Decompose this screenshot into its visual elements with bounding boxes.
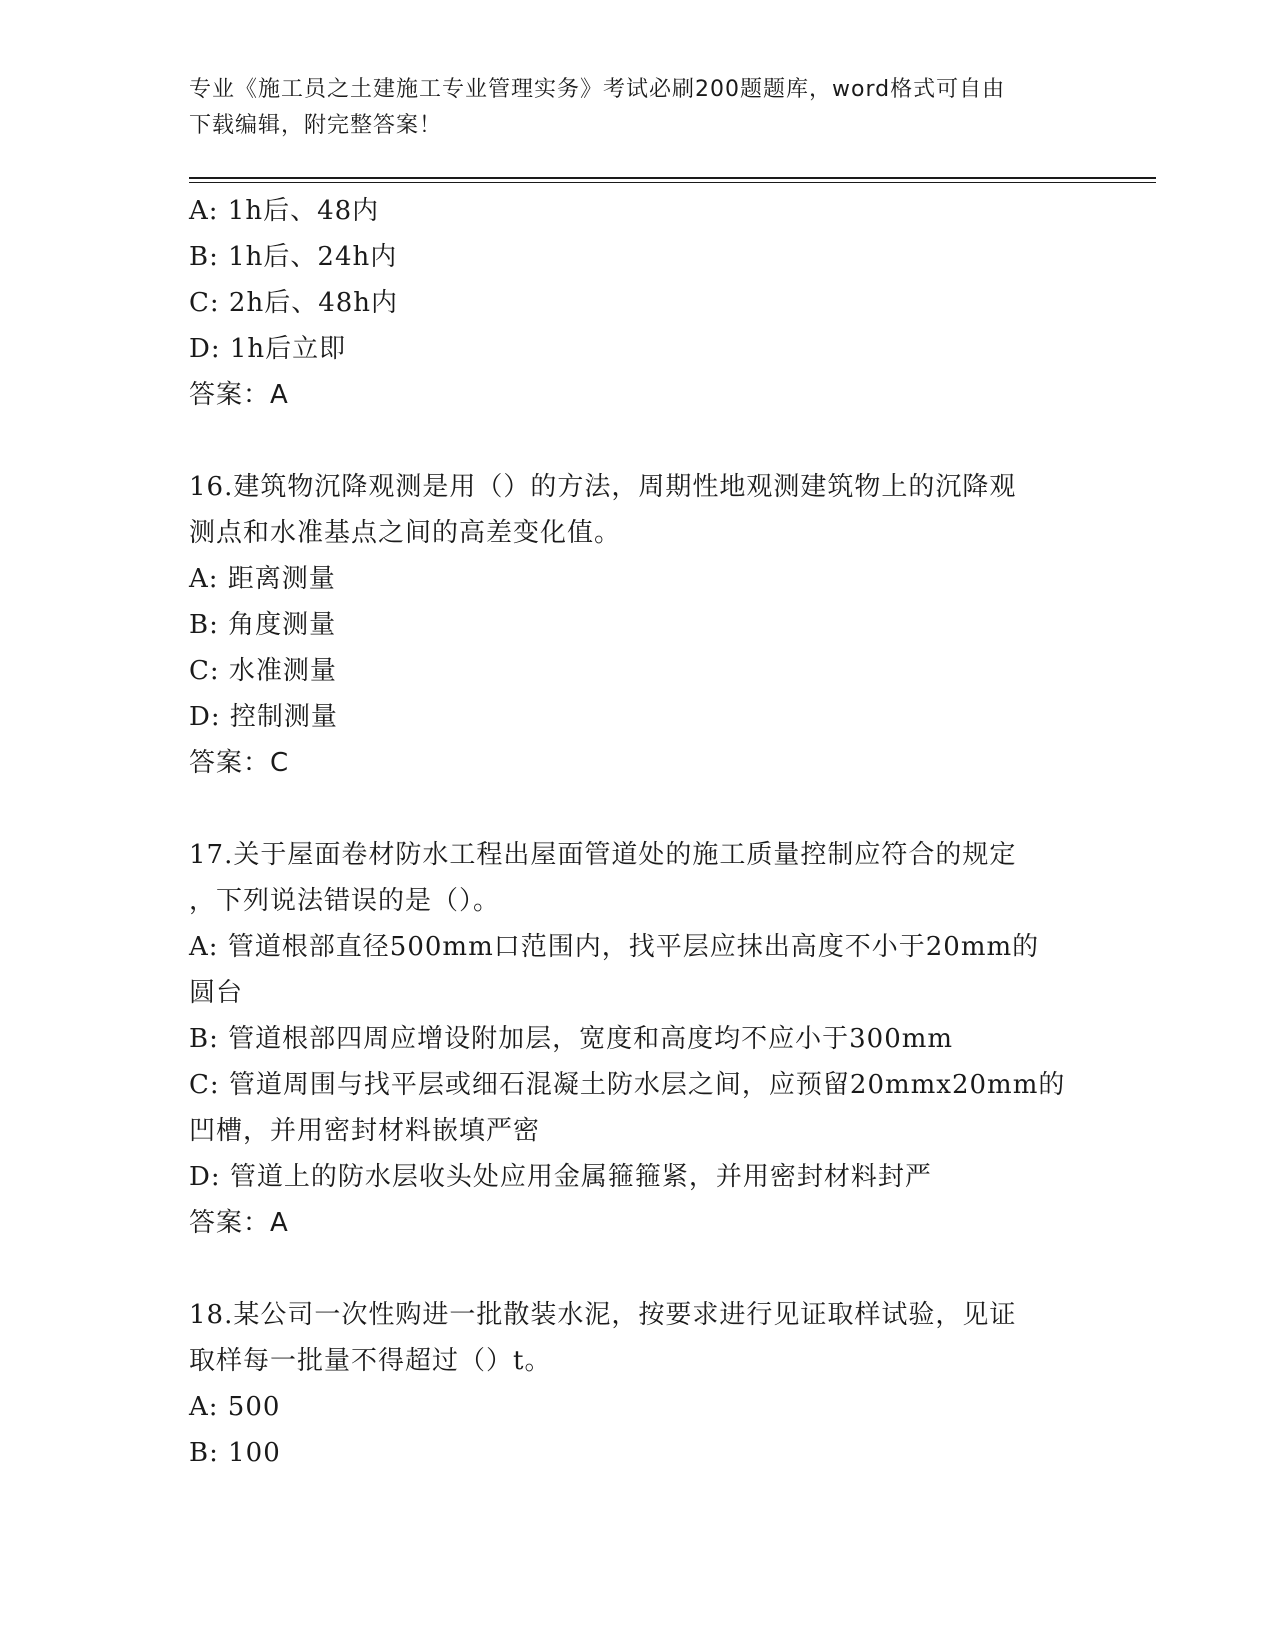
q17-option-a-line-1: A: 管道根部直径500mm口范围内，找平层应抹出高度不小于20mm的 [189,932,1040,962]
q16-stem-line-1: 16.建筑物沉降观测是用（）的方法，周期性地观测建筑物上的沉降观 [189,472,1017,502]
q18-stem-line-2: 取样每一批量不得超过（）t。 [189,1346,552,1376]
q18-stem-line-1: 18.某公司一次性购进一批散装水泥，按要求进行见证取样试验，见证 [189,1300,1017,1330]
question-18 [189,1292,1089,1476]
q16-answer: 答案：C [189,748,290,778]
question-17 [189,832,1089,1246]
q16-option-a: A: 距离测量 [189,564,336,594]
header-line-1: 专业《施工员之土建施工专业管理实务》考试必刷200题题库，word格式可自由 [189,77,1006,102]
q17-option-d: D: 管道上的防水层收头处应用金属箍箍紧，并用密封材料封严 [189,1162,932,1192]
q18-option-a: A: 500 [189,1392,281,1422]
q16-option-c: C: 水准测量 [189,656,337,686]
q15-option-a: A: 1h后、48内 [189,196,380,226]
q15-option-c: C: 2h后、48h内 [189,288,399,318]
document-header [189,72,1089,144]
q17-stem-line-2: ，下列说法错误的是（）。 [189,886,501,916]
header-rule-thin [189,182,1156,183]
spacer [189,786,1089,832]
header-rule-thick [189,177,1156,179]
q17-stem-line-1: 17.关于屋面卷材防水工程出屋面管道处的施工质量控制应符合的规定 [189,840,1017,870]
spacer [189,1246,1089,1292]
spacer [189,418,1089,464]
q17-option-c-line-2: 凹槽，并用密封材料嵌填严密 [189,1116,541,1146]
q15-option-d: D: 1h后立即 [189,334,347,364]
q17-option-c-line-1: C: 管道周围与找平层或细石混凝土防水层之间，应预留20mmx20mm的 [189,1070,1066,1100]
question-15 [189,188,1089,418]
q17-option-b: B: 管道根部四周应增设附加层，宽度和高度均不应小于300mm [189,1024,954,1054]
question-content [189,188,1089,1476]
header-line-2: 下载编辑，附完整答案！ [189,113,443,138]
q15-option-b: B: 1h后、24h内 [189,242,398,272]
question-16 [189,464,1089,786]
q16-option-b: B: 角度测量 [189,610,337,640]
q18-option-b: B: 100 [189,1438,281,1468]
q16-stem-line-2: 测点和水准基点之间的高差变化值。 [189,518,622,548]
q17-answer: 答案：A [189,1208,289,1238]
q17-option-a-line-2: 圆台 [189,978,244,1008]
q15-answer: 答案：A [189,380,289,410]
q16-option-d: D: 控制测量 [189,702,338,732]
